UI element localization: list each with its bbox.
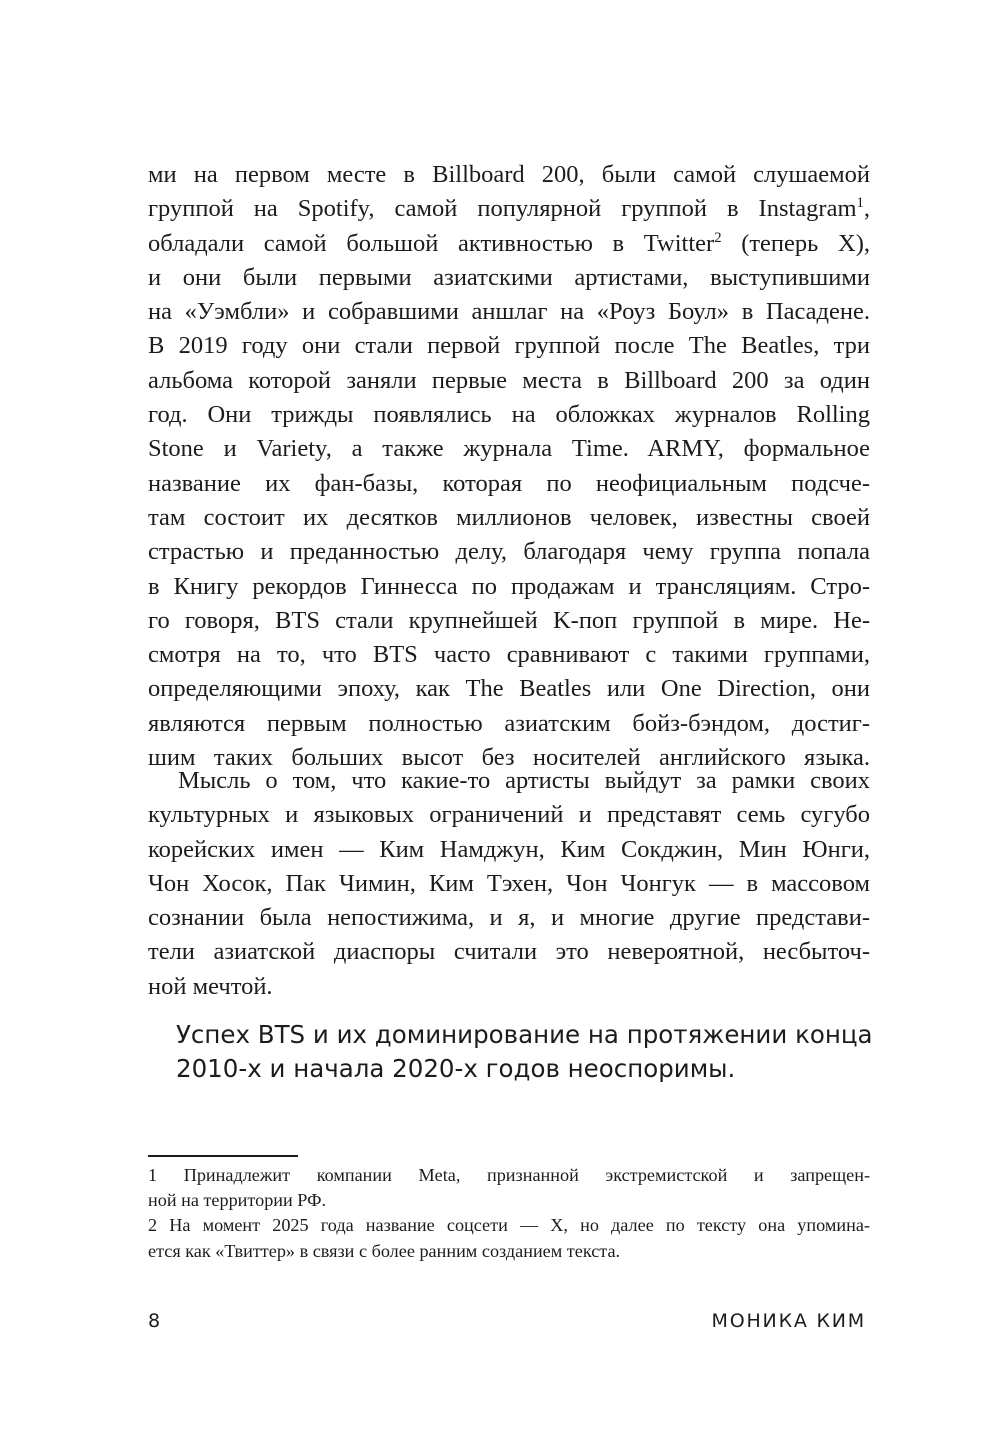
pull-quote: [176, 1018, 873, 1086]
text-line: на «Уэмбли» и собравшими аншлаг на «Роуз Боул» в Пасадене.: [148, 298, 870, 326]
text-line: там состоит их десятков миллионов человек, известны своей: [148, 503, 870, 531]
footnote-divider: [148, 1155, 298, 1157]
paragraph-1: [148, 158, 870, 775]
text-line: являются первым полностью азиатским бойз-бэндом, достиг-: [148, 709, 870, 737]
text-line: обладали самой большой активностью в Twitter$^2$ (теперь X),: [148, 229, 870, 257]
text-line: сознании была непостижима, и я, и многие другие представи-: [148, 904, 870, 932]
text-line: определяющими эпоху, как The Beatles или One Direction, они: [148, 675, 870, 703]
footnote-1-cont: ной на территории РФ.: [148, 1190, 327, 1211]
text-line: В 2019 году они стали первой группой после The Beatles, три: [148, 332, 870, 360]
footnote-ref[interactable]: 1: [856, 195, 864, 212]
footnote-ref[interactable]: 2: [714, 229, 722, 246]
text-line: страстью и преданностью делу, благодаря чему группа попала: [148, 538, 870, 566]
footnote-number: 2: [148, 1215, 158, 1236]
text-line: Stone и Variety, а также журнала Time. ARMY, формальное: [148, 435, 870, 463]
text-line: группой на Spotify, самой популярной группой в Instagram$^1$,: [148, 195, 870, 223]
text-line: культурных и языковых ограничений и представят семь сугубо: [148, 801, 870, 829]
paragraph-2: [148, 764, 870, 1004]
text-line: название их фан-базы, которая по неофициальным подсче-: [148, 469, 870, 497]
text-line: Чон Хосок, Пак Чимин, Ким Тэхен, Чон Чонгук — в массовом: [148, 869, 870, 897]
text-line: в Книгу рекордов Гиннесса по продажам и трансляциям. Стро-: [148, 572, 870, 600]
page-number: 8: [148, 1310, 161, 1332]
footnote-number: 1: [148, 1165, 158, 1185]
text-line: го говоря, BTS стали крупнейшей K-поп группой в мире. Не-: [148, 606, 870, 634]
footnote-2-cont: ется как «Твиттер» в связи с более ранним созданием текста.: [148, 1240, 621, 1261]
running-footer-author: МОНИКА КИМ: [711, 1310, 866, 1332]
text-line: год. Они трижды появлялись на обложках журналов Rolling: [148, 401, 870, 429]
text-line: смотря на то, что BTS часто сравнивают с такими группами,: [148, 641, 870, 669]
text-line: шим таких больших высот без носителей английского языка.: [148, 744, 870, 772]
text-line: тели азиатской диаспоры считали это невероятной, несбыточ-: [148, 938, 870, 966]
text-line: и они были первыми азиатскими артистами, выступившими: [148, 263, 870, 291]
text-line: ми на первом месте в Billboard 200, были самой слушаемой: [148, 161, 870, 188]
footnote-1: 1 Принадлежит компании Meta, признанной экстремистской и запрещен-: [148, 1165, 870, 1185]
footnote-2: 2 На момент 2025 года название соцсети — X, но далее по тексту она упомина-: [148, 1215, 870, 1236]
text-line: альбома которой заняли первые места в Billboard 200 за один: [148, 366, 870, 394]
text-line: корейских имен — Ким Намджун, Ким Сокджин, Мин Юнги,: [148, 835, 870, 863]
pull-quote-line: Успех BTS и их доминирование на протяжении конца: [176, 1020, 873, 1049]
pull-quote-line: 2010-х и начала 2020-х годов неоспоримы.: [176, 1054, 736, 1083]
text-line: ной мечтой.: [148, 972, 273, 1000]
footnotes: [148, 1163, 870, 1264]
text-line: Мысль о том, что какие-то артисты выйдут за рамки своих: [178, 767, 870, 794]
